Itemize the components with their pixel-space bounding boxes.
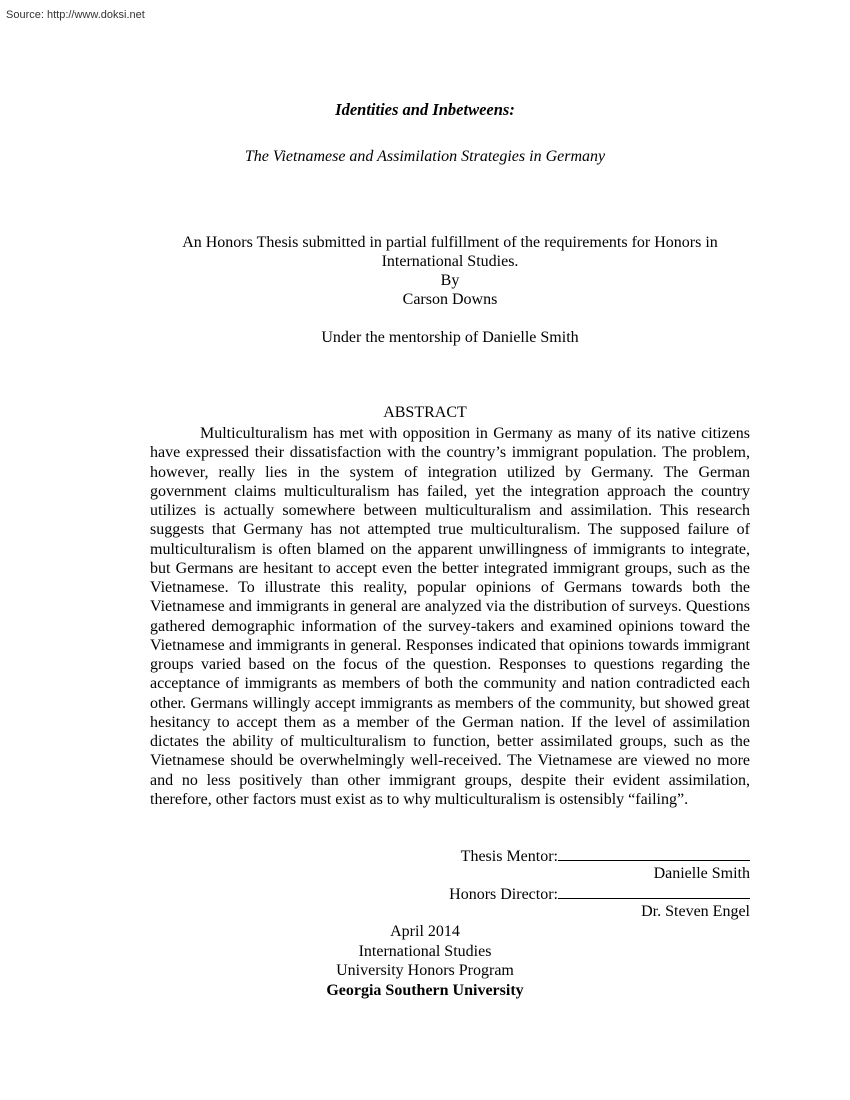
program-name: University Honors Program (336, 962, 514, 979)
honors-director-label: Honors Director: (449, 886, 558, 903)
thesis-mentor-signature-line (558, 846, 750, 861)
department-name: International Studies (358, 942, 492, 960)
thesis-mentor-signature-row (150, 846, 750, 866)
thesis-subtitle: The Vietnamese and Assimilation Strategies in Germany (244, 148, 606, 165)
honors-director-name: Dr. Steven Engel (641, 903, 750, 920)
author-name: Carson Downs (402, 291, 498, 308)
thesis-mentor-name: Danielle Smith (653, 865, 750, 882)
honors-director-signature-line (558, 884, 750, 899)
university-name: Georgia Southern University (326, 981, 524, 999)
thesis-title: Identities and Inbetweens: (335, 100, 515, 119)
honors-director-signature-row (150, 884, 750, 904)
by-label: By (440, 272, 460, 289)
abstract-heading: ABSTRACT (383, 404, 467, 421)
footer-block (0, 922, 850, 1000)
mentorship-line: Under the mentorship of Danielle Smith (321, 329, 579, 346)
source-url: Source: http://www.doksi.net (6, 9, 145, 21)
submission-line-1: An Honors Thesis submitted in partial fulfillment of the requirements for Honors in (182, 234, 718, 251)
submission-statement (150, 233, 750, 309)
abstract-text: Multiculturalism has met with opposition in Germany as many of its native citizens have expressed their dissatisfaction with the country’s immigrant population. The problem, however, really lies in the system of integration utilized by Germany. The German government claims multiculturalism has failed, yet the integration approach the country utilizes is actually somewhere between multiculturalism and assimilation. This research suggests that Germany has not attempted true multiculturalism. The supposed failure of multiculturalism is often blamed on the apparent unwillingness of immigrants to integrate, but Germans are hesitant to accept even the better integrated immigrant groups, such as the Vietnamese. To illustrate this reality, popular opinions of Germans towards both the Vietnamese and immigrants in general are analyzed via the distribution of surveys. Questions gathered demographic information of the survey-takers and examined opinions toward the Vietnamese and immigrants in general. Responses indicated that opinions towards immigrant groups varied based on the focus of the question. Responses to questions regarding the acceptance of immigrants as members of both the community and nation contradicted each other. Germans willingly accept immigrants as members of the community, but showed great hesitancy to accept them as a member of the German nation. If the level of assimilation dictates the ability of multiculturalism to function, better assimilated groups, such as the Vietnamese should be overwhelmingly well-received. The Vietnamese are viewed no more and no less positively than other immigrant groups, despite their evident assimilation, therefore, other factors must exist as to why multiculturalism is ostensibly “failing”. (150, 425, 750, 808)
thesis-mentor-label: Thesis Mentor: (460, 848, 558, 865)
submission-date: April 2014 (390, 923, 460, 940)
submission-line-2: International Studies. (381, 253, 519, 270)
